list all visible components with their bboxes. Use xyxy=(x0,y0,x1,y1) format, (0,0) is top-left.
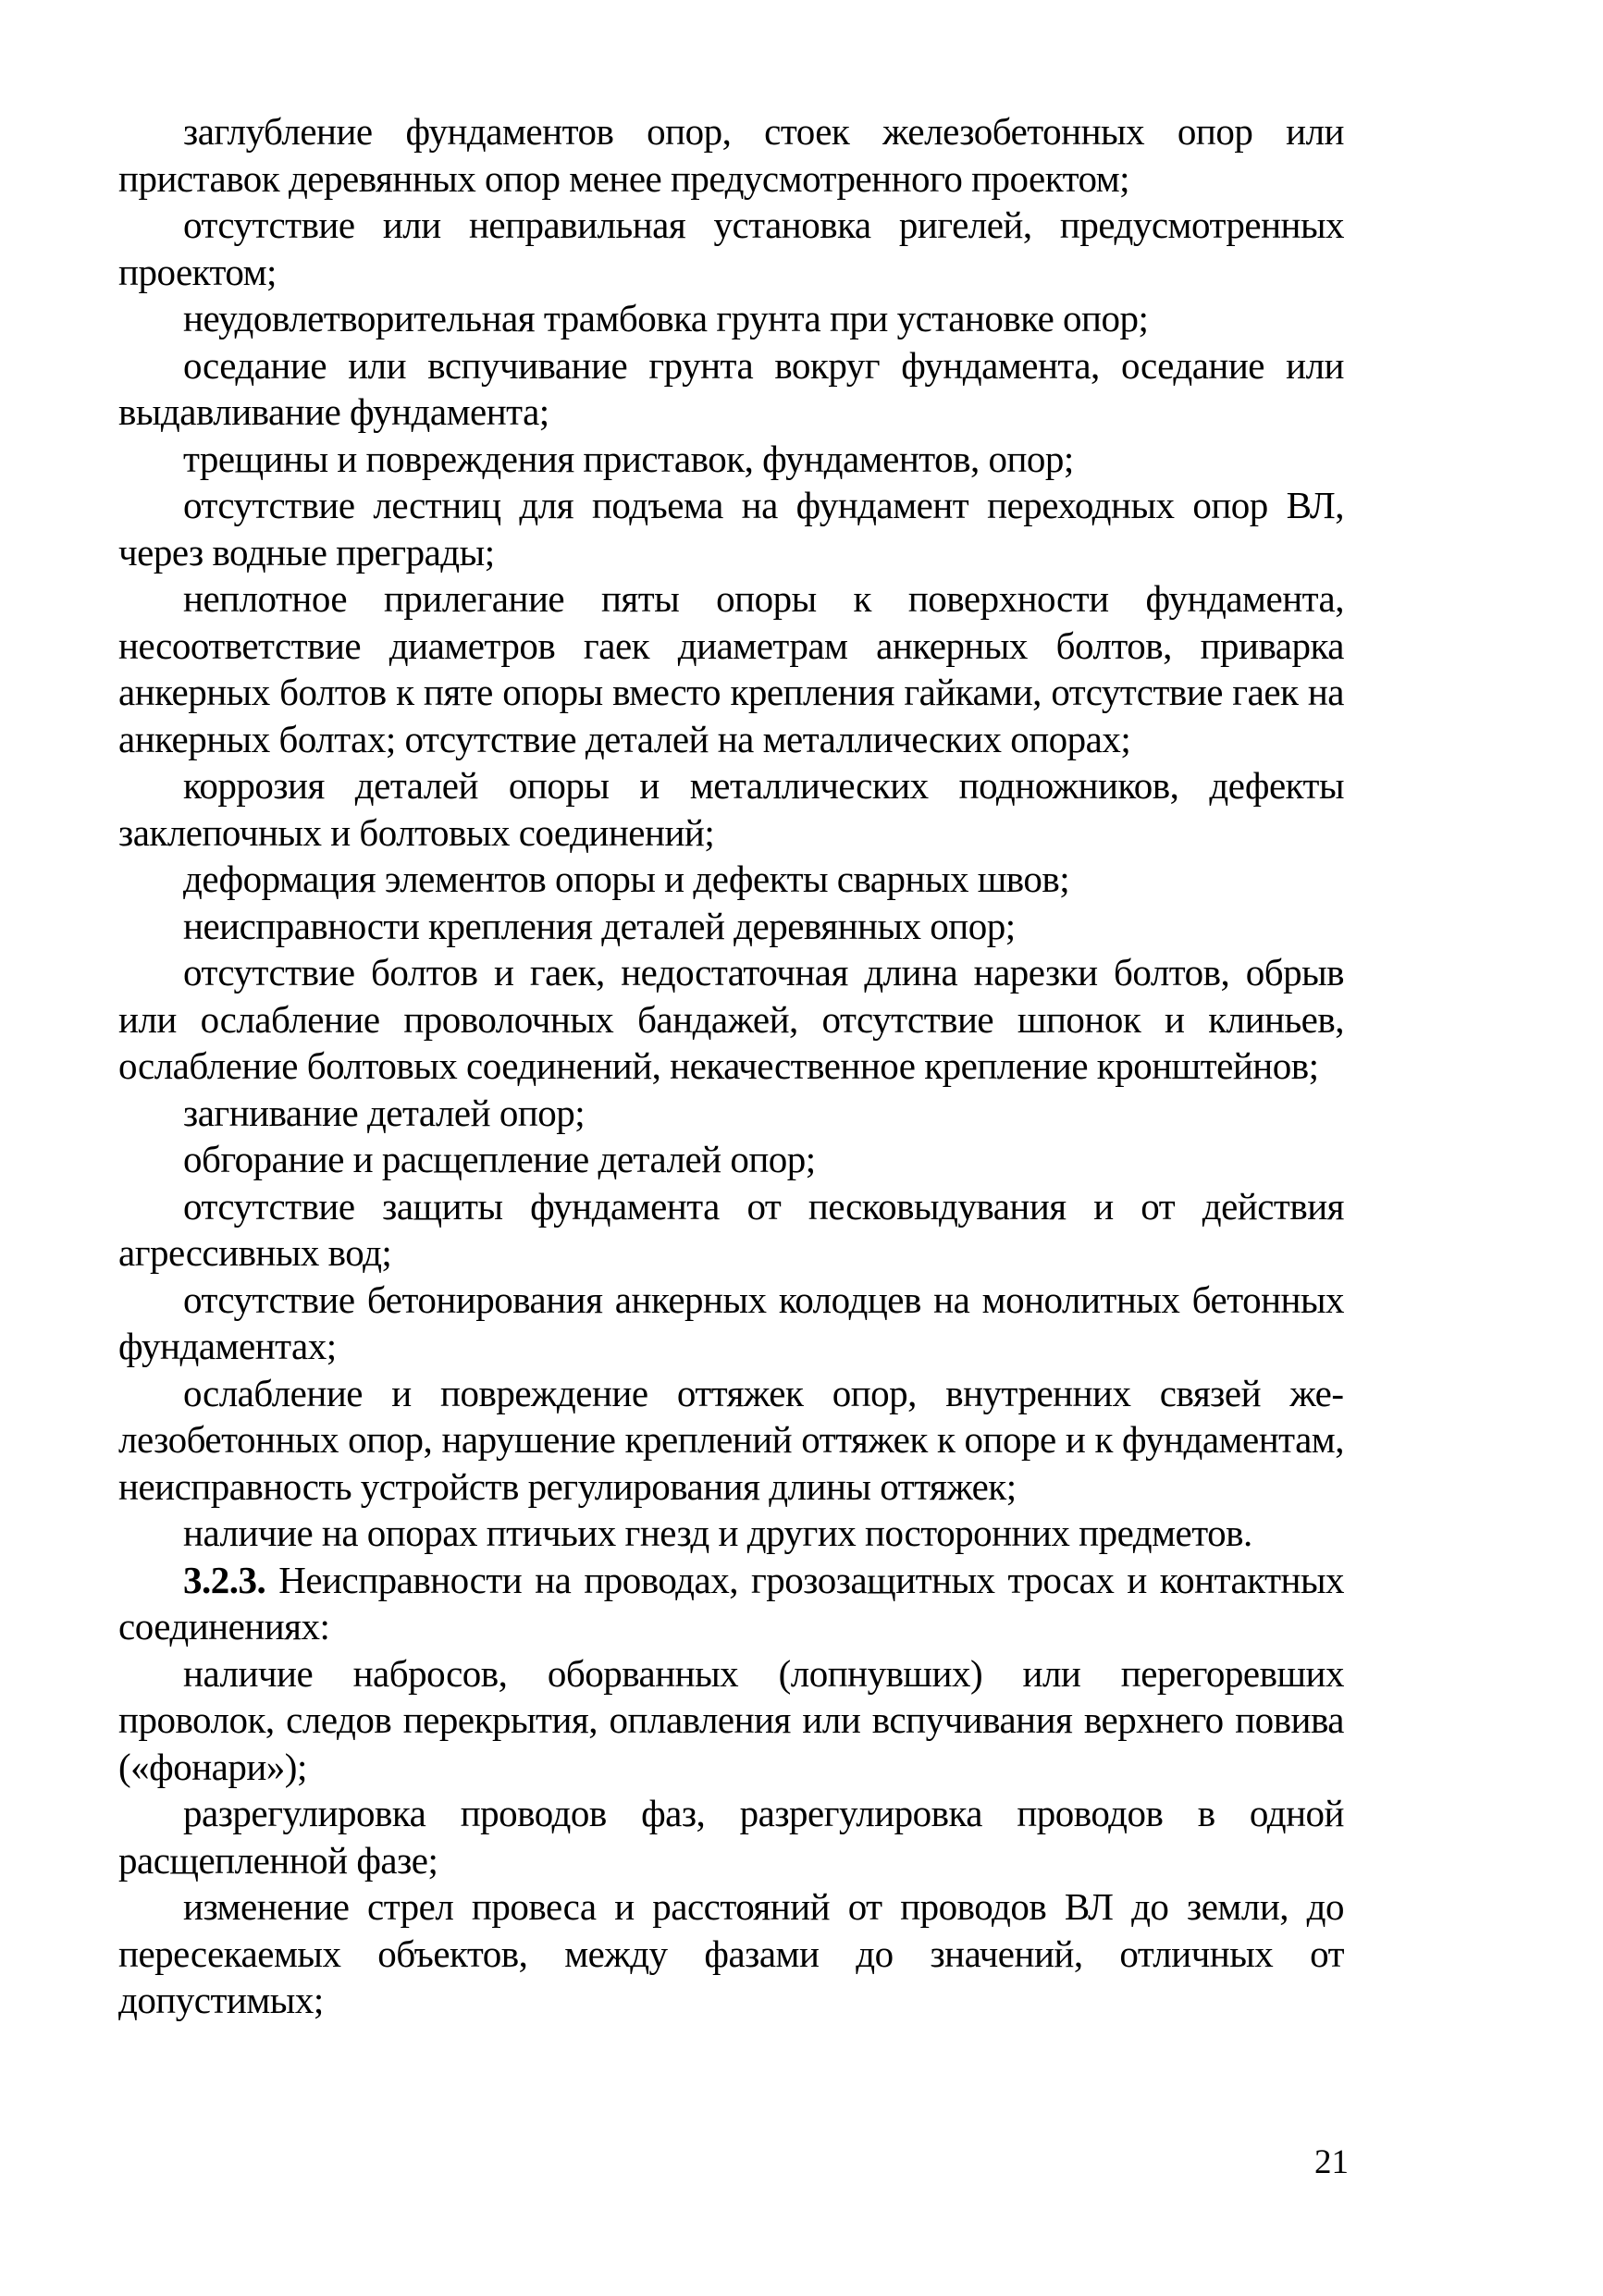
paragraph: трещины и повреждения приставок, фундаментов, опор; xyxy=(183,437,1074,480)
paragraph: загнивание деталей опор; xyxy=(183,1091,586,1134)
paragraph: неплотное прилегание пяты опоры к поверхности фундамента, несоответствие диаметров гаек диаметрам анкерных болтов, приварка анкерных болтов к пяте опоры вместо крепления гайками, отсутствие гаек на анкерных болтах; отсутствие деталей на металлических опорах; xyxy=(118,577,1344,760)
paragraph: отсутствие бетонирования анкерных колодцев на монолитных бетонных фундаментах; xyxy=(118,1278,1344,1367)
paragraph: отсутствие или неправильная установка ригелей, предусмотренных проектом; xyxy=(118,204,1344,293)
paragraph: отсутствие лестниц для подъема на фундамент переходных опор ВЛ, через водные преграды; xyxy=(118,484,1344,574)
paragraph: отсутствие защиты фундамента от песковыдувания и от действия агрессивных вод; xyxy=(118,1184,1344,1274)
paragraph: разрегулировка проводов фаз, разрегулировка проводов в одной расщепленной фазе; xyxy=(118,1792,1344,1882)
paragraph: наличие набросов, оборванных (лопнувших) или перегоревших проволок, следов перекрытия, оплавления или вспучивания верхнего повива («фонари»); xyxy=(118,1651,1344,1788)
paragraph: отсутствие болтов и гаек, недостаточная длина нарезки болтов, обрыв или ослабление проволочных бандажей, отсутствие шпонок и клиньев, ослабление болтовых соединений, некачественное крепление кронштейнов; xyxy=(118,951,1344,1087)
paragraph: оседание или вспучивание грунта вокруг фундамента, оседание или выдавливание фундамента; xyxy=(118,343,1344,433)
paragraph: деформация элементов опоры и дефекты сварных швов; xyxy=(183,858,1070,900)
page-number: 21 xyxy=(1314,2143,1349,2181)
paragraph: изменение стрел провеса и расстояний от проводов ВЛ до земли, до пересекаемых объектов, между фазами до значений, отличных от допустимых; xyxy=(118,1885,1344,2021)
paragraph: обгорание и расщепление деталей опор; xyxy=(183,1138,816,1180)
paragraph: неисправности крепления деталей деревянных опор; xyxy=(183,904,1016,947)
section-number: 3.2.3. xyxy=(183,1558,266,1601)
paragraph: коррозия деталей опоры и металлических подножников, дефекты заклепочных и болтовых соединений; xyxy=(118,764,1344,854)
paragraph: 3.2.3. Неисправности на проводах, грозозащитных тросах и контактных соединениях: xyxy=(118,1558,1344,1648)
paragraph: неудовлетворительная трамбовка грунта при установке опор; xyxy=(183,297,1149,339)
paragraph: наличие на опорах птичьих гнезд и других посторонних предметов. xyxy=(183,1512,1252,1554)
paragraph: заглубление фундаментов опор, стоек железобетонных опор или приставок деревянных опор менее предусмотренного проектом; xyxy=(118,110,1344,200)
paragraph: ослабление и повреждение оттяжек опор, внутренних связей железобетонных опор, нарушение креплений оттяжек к опоре и к фундаментам, неисправность устройств регулирования длины оттяжек; xyxy=(118,1371,1344,1508)
body-text xyxy=(118,108,1344,2024)
